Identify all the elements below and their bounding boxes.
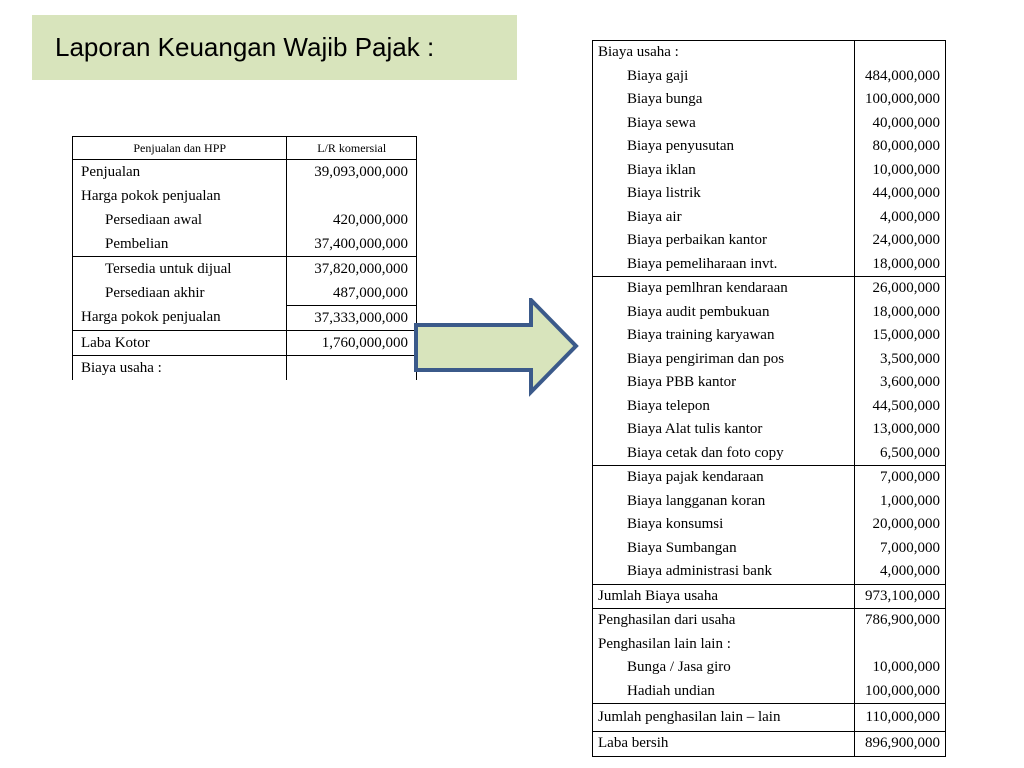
row-value: 6,500,000	[880, 444, 940, 461]
table-row	[593, 560, 946, 584]
table-row	[593, 371, 946, 395]
right-arrow-icon	[414, 298, 580, 398]
row-value: 13,000,000	[872, 421, 940, 438]
row-value: 20,000,000	[872, 516, 940, 533]
table-row	[593, 633, 946, 657]
row-value: 100,000,000	[865, 682, 940, 699]
row-value: 44,500,000	[872, 397, 940, 414]
row-label: Biaya pengiriman dan pos	[593, 348, 855, 372]
row-label: Laba Kotor	[73, 331, 287, 356]
left-table-header-value: L/R komersial	[287, 137, 417, 160]
row-label: Biaya perbaikan kantor	[593, 229, 855, 253]
row-value: 40,000,000	[872, 114, 940, 131]
row-label: Biaya pajak kendaraan	[593, 466, 855, 490]
table-row	[593, 680, 946, 704]
title-banner	[32, 15, 517, 80]
row-label: Biaya iklan	[593, 159, 855, 183]
row-label: Biaya usaha :	[73, 356, 287, 381]
table-row	[73, 160, 417, 185]
table-row	[593, 277, 946, 301]
table-row	[73, 232, 417, 257]
row-value: 10,000,000	[872, 659, 940, 676]
row-value: 18,000,000	[872, 303, 940, 320]
row-label: Biaya telepon	[593, 395, 855, 419]
table-row	[593, 418, 946, 442]
right-table	[592, 40, 946, 757]
row-label: Biaya konsumsi	[593, 513, 855, 537]
row-value: 896,900,000	[855, 732, 946, 757]
slide-title: Laporan Keuangan Wajib Pajak :	[55, 32, 435, 62]
row-label: Biaya training karyawan	[593, 324, 855, 348]
row-value: 7,000,000	[880, 539, 940, 556]
row-label: Persediaan awal	[73, 208, 287, 232]
table-row	[593, 442, 946, 466]
table-row	[593, 135, 946, 159]
row-value: 110,000,000	[855, 704, 946, 732]
row-label: Jumlah Biaya usaha	[593, 584, 855, 609]
row-value: 7,000,000	[855, 466, 946, 490]
left-table	[72, 136, 417, 380]
row-label: Biaya bunga	[593, 88, 855, 112]
row-label: Biaya listrik	[593, 182, 855, 206]
table-row	[593, 206, 946, 230]
row-label: Penghasilan lain lain :	[593, 633, 855, 657]
row-label: Biaya pemeliharaan invt.	[593, 253, 855, 277]
table-row	[593, 609, 946, 633]
row-value: 10,000,000	[872, 161, 940, 178]
row-label: Biaya audit pembukuan	[593, 301, 855, 325]
table-row	[73, 331, 417, 356]
row-value: 973,100,000	[855, 584, 946, 609]
row-value	[855, 633, 946, 657]
row-label: Biaya cetak dan foto copy	[593, 442, 855, 466]
left-table-header-row	[73, 137, 417, 160]
row-value: 44,000,000	[872, 185, 940, 202]
row-label: Tersedia untuk dijual	[73, 257, 287, 282]
row-value: 4,000,000	[880, 563, 940, 580]
row-value	[855, 41, 946, 65]
row-label: Biaya sewa	[593, 112, 855, 136]
left-table-header-label: Penjualan dan HPP	[73, 137, 287, 160]
row-label: Laba bersih	[593, 732, 855, 757]
row-value: 420,000,000	[287, 208, 417, 232]
table-row	[593, 182, 946, 206]
row-label: Harga pokok penjualan	[73, 306, 287, 331]
row-label: Biaya usaha :	[593, 41, 855, 65]
table-row	[593, 656, 946, 680]
row-label: Harga pokok penjualan	[73, 184, 287, 208]
table-row	[593, 537, 946, 561]
row-value: 80,000,000	[872, 138, 940, 155]
table-row	[593, 253, 946, 277]
row-value: 3,600,000	[880, 374, 940, 391]
row-value	[287, 184, 417, 208]
table-row	[593, 301, 946, 325]
table-row	[593, 732, 946, 757]
row-label: Biaya PBB kantor	[593, 371, 855, 395]
table-row	[73, 306, 417, 331]
row-value: 15,000,000	[872, 327, 940, 344]
row-value: 37,820,000,000	[287, 257, 417, 282]
row-label: Persediaan akhir	[73, 281, 287, 306]
row-label: Biaya langganan koran	[593, 490, 855, 514]
row-value: 26,000,000	[855, 277, 946, 301]
row-label: Hadiah undian	[593, 680, 855, 704]
row-value: 100,000,000	[865, 91, 940, 108]
row-label: Biaya gaji	[593, 65, 855, 89]
table-row	[593, 704, 946, 732]
table-row	[593, 88, 946, 112]
row-value: 3,500,000	[880, 350, 940, 367]
row-label: Biaya penyusutan	[593, 135, 855, 159]
table-row	[593, 324, 946, 348]
row-label: Pembelian	[73, 232, 287, 257]
table-row	[73, 208, 417, 232]
table-row	[593, 584, 946, 609]
row-label: Biaya Alat tulis kantor	[593, 418, 855, 442]
row-value: 4,000,000	[880, 208, 940, 225]
table-row	[73, 356, 417, 381]
table-row	[73, 184, 417, 208]
table-row	[593, 466, 946, 490]
table-row	[593, 348, 946, 372]
row-value: 484,000,000	[865, 67, 940, 84]
row-value: 39,093,000,000	[287, 160, 417, 185]
row-label: Penjualan	[73, 160, 287, 185]
table-row	[593, 395, 946, 419]
row-value: 18,000,000	[872, 255, 940, 272]
table-row	[73, 257, 417, 282]
table-row	[593, 490, 946, 514]
table-row	[593, 65, 946, 89]
table-row	[593, 159, 946, 183]
row-value: 37,333,000,000	[287, 306, 417, 331]
row-label: Bunga / Jasa giro	[593, 656, 855, 680]
row-value: 1,760,000,000	[287, 331, 417, 356]
table-row	[593, 41, 946, 65]
row-label: Biaya pemlhran kendaraan	[593, 277, 855, 301]
row-label: Biaya Sumbangan	[593, 537, 855, 561]
table-row	[593, 229, 946, 253]
row-label: Biaya air	[593, 206, 855, 230]
row-label: Jumlah penghasilan lain – lain	[593, 704, 855, 732]
row-value: 1,000,000	[880, 492, 940, 509]
table-row	[593, 112, 946, 136]
row-value: 24,000,000	[872, 232, 940, 249]
row-label: Penghasilan dari usaha	[593, 609, 855, 633]
row-value: 37,400,000,000	[287, 232, 417, 257]
row-value: 487,000,000	[287, 281, 417, 306]
row-value: 786,900,000	[855, 609, 946, 633]
row-label: Biaya administrasi bank	[593, 560, 855, 584]
table-row	[593, 513, 946, 537]
table-row	[73, 281, 417, 306]
row-value	[287, 356, 417, 381]
